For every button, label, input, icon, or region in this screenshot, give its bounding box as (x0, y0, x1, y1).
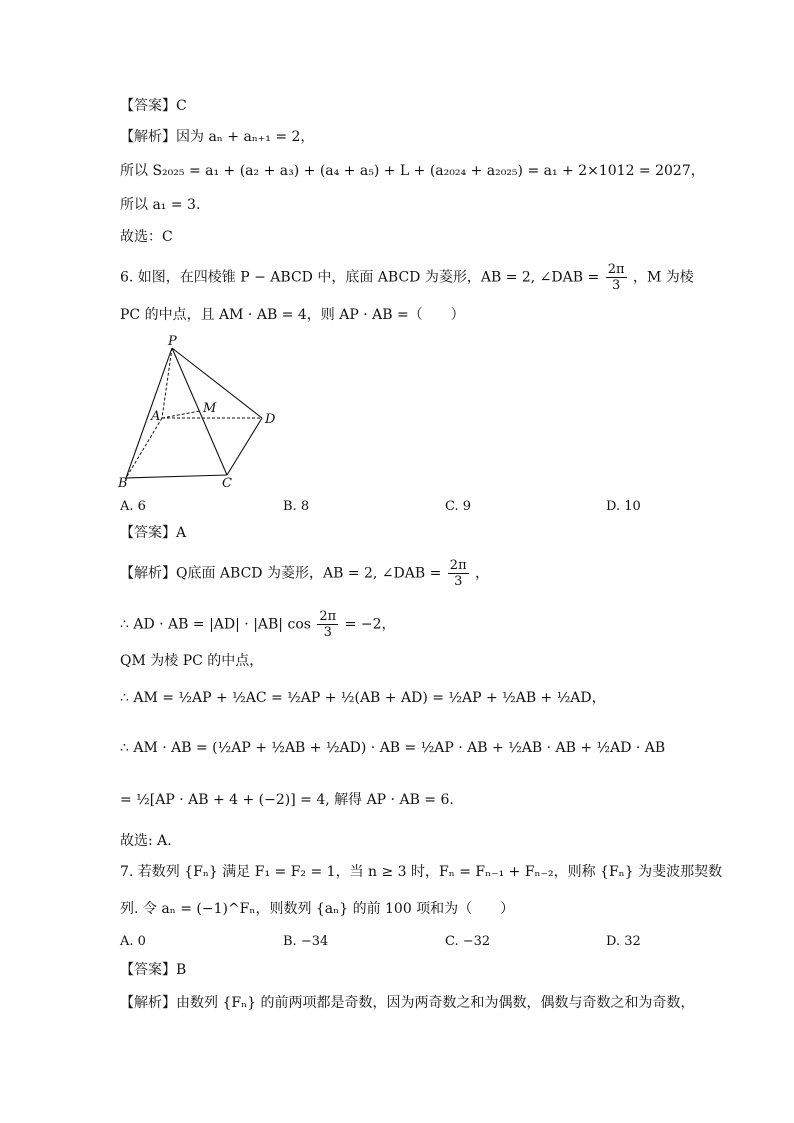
q6-cos-fraction-numerator: 2π (319, 609, 337, 624)
q6-analysis-line4: ∴ AM = ½AP + ½AC = ½AP + ½(AB + AD) = ½AP + ½AB + ½AD， (120, 690, 606, 706)
q6-option-c: C. 9 (445, 499, 472, 514)
q6-analysis-line2 (120, 609, 396, 640)
edge-pd (172, 348, 262, 418)
q6-stem-line2: PC 的中点，且 AM · AB = 4，则 AP · AB =（ ） (120, 307, 465, 323)
q6-analysis-fraction-numerator: 2π (449, 558, 467, 573)
q6-dot-product-result: = −2， (344, 616, 396, 633)
q6-analysis-fraction-denominator: 3 (454, 574, 463, 589)
q6-analysis-line3: QM 为棱 PC 的中点， (120, 653, 264, 669)
q7-stem-line2: 列. 令 aₙ = (−1)^Fₙ，则数列 {aₙ} 的前 100 项和为（ ） (120, 901, 515, 917)
q6-stem-part-a: 6. 如图，在四棱锥 P − ABCD 中，底面 ABCD 为菱形，AB = 2, ∠DAB = (120, 269, 600, 286)
q7-analysis-line1: 【解析】由数列 {Fₙ} 的前两项都是奇数，因为两奇数之和为偶数，偶数与奇数之和为奇数， (120, 995, 695, 1011)
q6-angle-fraction (606, 262, 627, 293)
edge-cd (227, 418, 262, 475)
q6-dot-product-ad-ab: ∴ AD · AB = |AD| · |AB| cos (120, 616, 311, 633)
analysis-line-5: 【解析】因为 aₙ + aₙ₊₁ = 2， (120, 129, 315, 145)
q6-analysis-line5: ∴ AM · AB = (½AP + ½AB + ½AD) · AB = ½AP · AB + ½AB · AB + ½AD · AB (120, 740, 666, 756)
choose-line-5: 故选：C (120, 229, 173, 245)
answer-line-6: 【答案】A (120, 525, 187, 541)
label-c: C (222, 476, 232, 490)
sum-line: 所以 S₂₀₂₅ = a₁ + (a₂ + a₃) + (a₄ + a₅) + L + (a₂₀₂₄ + a₂₀₂₅) = a₁ + 2×1012 = 2027， (120, 163, 705, 179)
edge-pa (162, 348, 172, 418)
q6-analysis-line1 (120, 558, 489, 589)
q6-option-b: B. 8 (283, 499, 310, 514)
q6-stem-part-b: ，M 为棱 (632, 269, 694, 286)
q6-fraction-denominator: 3 (611, 278, 621, 293)
edge-pb (126, 348, 172, 478)
label-d: D (265, 412, 276, 427)
q6-analysis-part-a: 【解析】Q底面 ABCD 为菱形，AB = 2, ∠DAB = (120, 565, 442, 582)
q7-option-c: C. −32 (445, 934, 491, 949)
choose-line-6: 故选: A. (120, 833, 172, 849)
edge-bc (126, 475, 227, 478)
pyramid-figure (110, 330, 290, 490)
q7-option-d: D. 32 (606, 934, 641, 949)
q7-option-b: B. −34 (283, 934, 329, 949)
conclusion-line: 所以 a₁ = 3. (120, 197, 201, 213)
q6-analysis-part-b: ， (475, 565, 490, 582)
q6-cos-fraction-denominator: 3 (323, 625, 332, 640)
q6-option-a: A. 6 (120, 499, 146, 514)
label-a: A (151, 409, 161, 424)
q6-option-d: D. 10 (606, 499, 641, 514)
q6-analysis-line6: = ½[AP · AB + 4 + (−2)] = 4, 解得 AP · AB = 6. (120, 792, 454, 808)
answer-line-5: 【答案】C (120, 98, 187, 114)
q6-cos-fraction (317, 609, 338, 640)
label-b: B (118, 476, 128, 490)
label-p: P (168, 334, 177, 349)
segment-am (162, 411, 200, 418)
q6-fraction-numerator: 2π (607, 262, 625, 277)
edge-pc (172, 348, 227, 475)
q7-stem-line1: 7. 若数列 {Fₙ} 满足 F₁ = F₂ = 1，当 n ≥ 3 时，Fₙ = Fₙ₋₁ + Fₙ₋₂，则称 {Fₙ} 为斐波那契数 (120, 864, 723, 880)
q6-stem-line1 (120, 262, 694, 293)
label-m: M (203, 401, 217, 416)
q6-analysis-fraction (448, 558, 469, 589)
q7-option-a: A. 0 (120, 934, 146, 949)
answer-line-7: 【答案】B (120, 962, 187, 978)
